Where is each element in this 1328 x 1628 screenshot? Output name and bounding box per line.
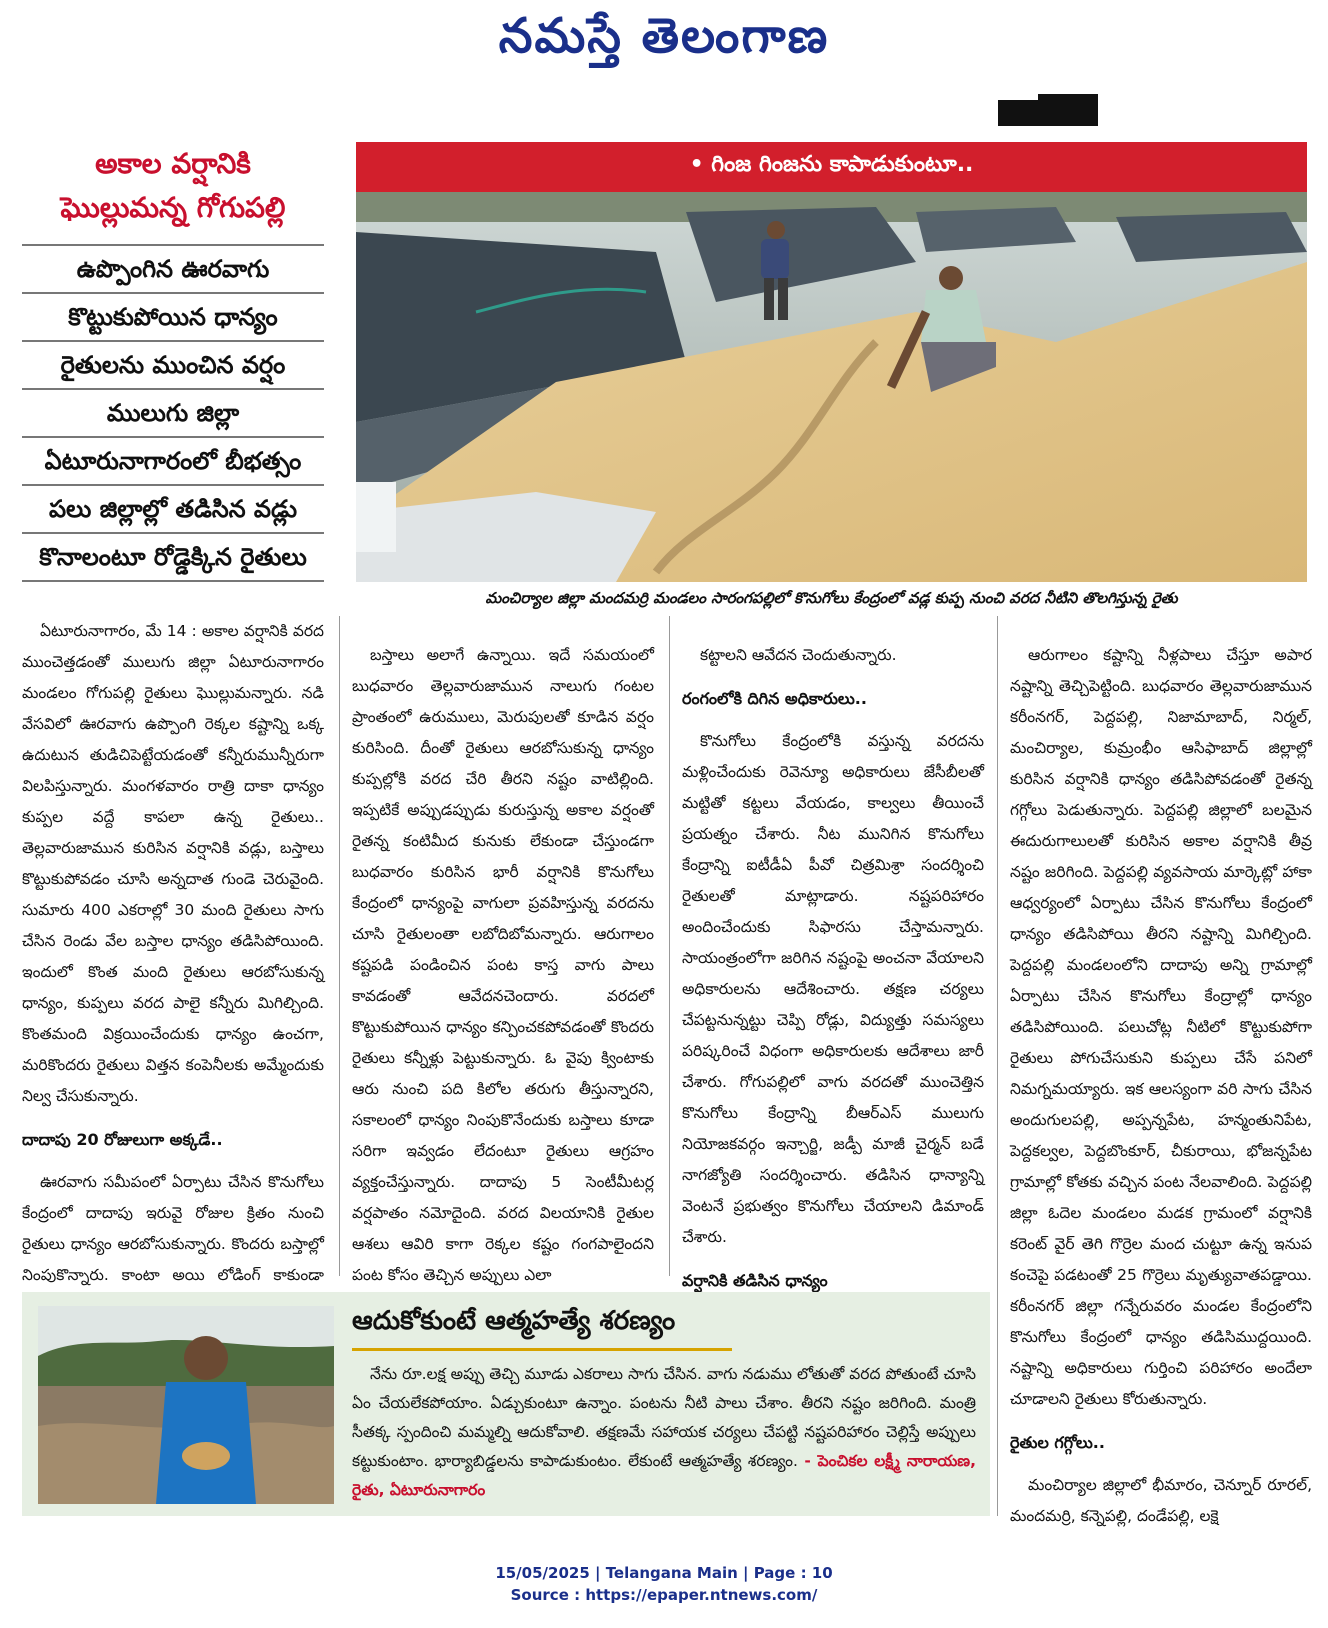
headline-line-1: అకాల వర్షానికి — [95, 147, 251, 180]
farmer-photo-illustration — [38, 1306, 334, 1504]
subhead-list — [22, 244, 324, 582]
article-paragraph: ఊరవాగు సమీపంలో ఏర్పాటు చేసిన కొనుగోలు కేంద్రంలో దాదాపు ఇరువై రోజుల క్రితం నుంచి రైతులు ధాన్యం ఆరబోసుకున్నారు. కొందరు బస్తాల్లో నింపుకొన్నారు. కాంటా అయి లోడింగ్ కాకుండా — [22, 1173, 324, 1284]
quote-attribution: - పెంచికల లక్ష్మీ నారాయణ, రైతు, ఏటూరునాగారం — [352, 1452, 976, 1499]
subhead: కొట్టుకుపోయిన ధాన్యం — [22, 292, 324, 340]
page-footer — [0, 1562, 1328, 1606]
article-paragraph: కట్టాలని ఆవేదన చెందుతున్నారు. — [700, 646, 897, 664]
subhead: ఉప్పొంగిన ఊరవాగు — [22, 244, 324, 292]
column-divider — [997, 616, 998, 1516]
subhead: రైతులను ముంచిన వర్షం — [22, 340, 324, 388]
column-divider — [669, 616, 670, 1276]
corner-mark-top — [1038, 94, 1098, 104]
photo-caption: మంచిర్యాల జిల్లా మందమర్రి మండలం సారంగపల్లిలో కొనుగోలు కేంద్రంలో వడ్ల కుప్ప నుంచి వరద నీటిని తొలగిస్తున్న రైతు — [485, 589, 1178, 607]
article-paragraph: ఆరుగాలం కష్టాన్ని నీళ్లపాలు చేస్తూ అపార నష్టాన్ని తెచ్చిపెట్టింది. బుధవారం తెల్లవారుజామున కరీంనగర్, పెద్దపల్లి, నిజామాబాద్, నిర్మల్, మంచిర్యాల, కుమ్రంభీం ఆసిఫాబాద్ జిల్లాల్లో కురిసిన వర్షానికి ధాన్యం తడిసిపోవడంతో రైతన్న గగ్గోలు పెడుతున్నారు. పెద్దపల్లి జిల్లాలో బలమైన ఈదురుగాలులతో కురిసిన అకాల వర్షానికి తీవ్ర నష్టం జరిగింది. పెద్దపల్లి వ్యవసాయ మార్కెట్లో హాకా ఆధ్వర్యంలో ఏర్పాటు చేసిన కొనుగోలు కేంద్రంలో ధాన్యం తడిసిపోయి తీరని నష్టాన్ని మిగిల్చింది. పెద్దపల్లి మండలంలోని దాదాపు అన్ని గ్రామాల్లో ఏర్పాటు చేసిన కొనుగోలు కేంద్రాల్లో ధాన్యం తడిసిపోయింది. పలుచోట్ల నీటిలో కొట్టుకుపోగా రైతులు పోగుచేసుకుని కుప్పలు చేసే పనిలో నిమగ్నమయ్యారు. ఇక ఆలస్యంగా వరి సాగు చేసిన అందుగులపల్లి, అప్పన్నపేట, హన్మంతునిపేట, పెద్దకల్వల, పెద్దబొంకూర్, చీకురాయి, భోజన్నపేట గ్రామాల్లో కోతకు వచ్చిన పంట నేలవాలింది. పెద్దపల్లి జిల్లా ఓదెల మండలం మడక గ్రామంలో వర్షానికి కరెంట్ వైర్ తెగి గొర్రెల మంద చుట్టూ ఉన్న ఇనుప కంచెపై పడటంతో 25 గొర్రెలు మృత్యువాతపడ్డాయి. కరీంనగర్ జిల్లా గన్నేరువరం మండల కేంద్రంలోని కొనుగోలు కేంద్రంలో ధాన్యం తడిసిముద్దయింది. నష్టాన్ని అధికారులు గుర్తించి పరిహారం అందేలా చూడాలని రైతులు కోరుతున్నారు. — [1010, 646, 1312, 1408]
article-paragraph: బస్తాలు అలాగే ఉన్నాయి. ఇదే సమయంలో బుధవారం తెల్లవారుజామున నాలుగు గంటల ప్రాంతంలో ఉరుములు, మెరుపులతో కూడిన వర్షం కురిసింది. దీంతో రైతులు ఆరబోసుకున్న ధాన్యం కుప్పల్లోకి వరద చేరి తీరని నష్టం వాటిల్లింది. ఇప్పటికే అప్పుడప్పుడు కురుస్తున్న అకాల వర్షంతో రైతన్న కంటిమీద కునుకు లేకుండా చేస్తుండగా బుధవారం కురిసిన భారీ వర్షానికి కొనుగోలు కేంద్రంలో ధాన్యంపై వాగులా ప్రవహిస్తున్న వరదను చూసి రైతులంతా లబోదిబోమన్నారు. ఆరుగాలం కష్టపడి పండించిన పంట కాస్త వాగు పాలు కావడంతో ఆవేదనచెందారు. వరదలో కొట్టుకుపోయిన ధాన్యం కన్పించకపోవడంతో కొందరు రైతులు కన్నీళ్లు పెట్టుకున్నారు. ఓ వైపు క్వింటాకు ఆరు నుంచి పది కిలోల తరుగు తీస్తున్నారని, సకాలంలో ధాన్యం నింపుకొనేందుకు బస్తాలు కూడా సరిగా ఇవ్వడం లేదంటూ రైతులు ఆగ్రహం వ్యక్తంచేస్తున్నారు. దాదాపు 5 సెంటీమీటర్ల వర్షపాతం నమోదైంది. వరద విలయానికి రైతుల ఆశలు ఆవిరి కాగా రెక్కల కష్టం గంగపాలైందని పంట కోసం తెచ్చిన అప్పులు ఎలా — [352, 646, 654, 1284]
subhead: ఏటూరునాగారంలో బీభత్సం — [22, 436, 324, 484]
article-column-4 — [1010, 640, 1312, 1525]
quote-text — [352, 1360, 976, 1505]
article-subheading: రంగంలోకి దిగిన అధికారులు.. — [682, 689, 867, 708]
quote-title: ఆదుకోకుంటే ఆత్మహత్యే శరణ్యం — [352, 1306, 732, 1351]
main-headline — [22, 142, 324, 230]
headline-line-2: ఘొల్లుమన్న గోగుపల్లి — [60, 191, 286, 224]
article-column-2 — [352, 640, 654, 1284]
article-subheading: దాదాపు 20 రోజులుగా అక్కడే.. — [22, 1130, 223, 1149]
article-paragraph: ఏటూరునాగారం, మే 14 : అకాల వర్షానికి వరద ముంచెత్తడంతో ములుగు జిల్లా ఏటూరునాగారం మండలం గోగుపల్లి రైతులు ఘొల్లుమన్నారు. నడి వేసవిలో ఊరవాగు ఉప్పొంగి రెక్కల కష్టాన్ని ఒక్క ఉదుటున తుడిచిపెట్టేయడంతో కన్నీరుమున్నీరుగా విలపిస్తున్నారు. మంగళవారం రాత్రి దాకా ధాన్యం కుప్పల వద్దే కాపలా ఉన్న రైతులు.. తెల్లవారుజామున కురిసిన వర్షానికి వడ్లు, బస్తాలు కొట్టుకుపోవడం చూసి అన్నదాత గుండె చెరువైంది. సుమారు 400 ఎకరాల్లో 30 మంది రైతులు సాగు చేసిన రెండు వేల బస్తాల ధాన్యం తడిసిపోయింది. ఇందులో కొంత మంది రైతులు ఆరబోసుకున్న ధాన్యం, కుప్పలు వరద పాలై కన్నీరు మిగిల్చింది. కొంతమంది విక్రయించేందుకు ధాన్యం ఉంచగా, మరికొందరు రైతులు విత్తన కంపెనీలకు అమ్మేందుకు నిల్వ చేసుకున్నారు. — [22, 622, 324, 1105]
article-subheading: వర్షానికి తడిసిన ధాన్యం — [682, 1271, 828, 1290]
article-subheading: రైతుల గగ్గోలు.. — [1010, 1433, 1105, 1452]
footer-date-edition: 15/05/2025 | Telangana Main | Page : 10 — [495, 1564, 833, 1582]
subhead: కొనాలంటూ రోడ్డెక్కిన రైతులు — [22, 532, 324, 582]
quote-body: నేను రూ.లక్ష అప్పు తెచ్చి మూడు ఎకరాలు సాగు చేసిన. వాగు నడుము లోతుతో వరద పోతుంటే చూసి ఏం చేయలేకపోయాం. ఏడ్చుకుంటూ ఉన్నాం. పంటను నీటి పాలు చేశాం. తీరని నష్టం జరిగింది. మంత్రి సీతక్క స్పందించి మమ్మల్ని ఆదుకోవాలి. తక్షణమే సహాయక చర్యలు చేపట్టి నష్టపరిహారం చెల్లిస్తే అప్పులు కట్టుకుంటాం. భార్యాబిడ్డలను కాపాడుకుంటం. లేకుంటే ఆత్మహత్యే శరణ్యం. — [352, 1365, 976, 1470]
column-divider — [339, 616, 340, 1276]
news-photo — [356, 192, 1307, 582]
subhead: పలు జిల్లాల్లో తడిసిన వడ్లు — [22, 484, 324, 532]
article-column-1 — [22, 616, 324, 1284]
subhead: ములుగు జిల్లా — [22, 388, 324, 436]
photo-banner: • గింజ గింజను కాపాడుకుంటూ.. — [356, 142, 1307, 192]
photo-illustration — [356, 192, 1307, 582]
footer-source-link[interactable]: Source : https://epaper.ntnews.com/ — [510, 1586, 818, 1604]
article-column-3 — [682, 640, 984, 1290]
masthead-logo: నమస్తే తెలంగాణ — [498, 8, 830, 64]
article-paragraph: కొనుగోలు కేంద్రంలోకి వస్తున్న వరదను మళ్లించేందుకు రెవెన్యూ అధికారులు జేసీబీలతో మట్టితో కట్టలు వేయడం, కాల్వలు తీయించే ప్రయత్నం చేశారు. నీట మునిగిన కొనుగోలు కేంద్రాన్ని ఐటీడీఏ పీవో చిత్రమిశ్రా సందర్శించి రైతులతో మాట్లాడారు. నష్టపరిహారం అందించేందుకు సిఫారసు చేస్తామన్నారు. సాయంత్రంలోగా జరిగిన నష్టంపై అంచనా వేయాలని అధికారులను ఆదేశించారు. తక్షణ చర్యలు చేపట్టనున్నట్టు చెప్పి రోడ్లు, విద్యుత్తు సమస్యలు పరిష్కరించే విధంగా అధికారులకు ఆదేశాలు జారీ చేశారు. గోగుపల్లిలో వాగు వరదతో ముంచెత్తిన కొనుగోలు కేంద్రాన్ని బీఆర్ఎస్ ములుగు నియోజకవర్గం ఇన్చార్జి, జడ్పీ మాజీ చైర్మన్ బడే నాగజ్యోతి సందర్శించారు. తడిసిన ధాన్యాన్ని వెంటనే ప్రభుత్వం కొనుగోలు చేయాలని డిమాండ్ చేశారు. — [682, 732, 984, 1246]
article-paragraph: మంచిర్యాల జిల్లాలో భీమారం, చెన్నూర్ రూరల్, మందమర్రి, కన్నెపల్లి, దండేపల్లి, లక్షె — [1010, 1476, 1312, 1525]
farmer-photo — [38, 1306, 334, 1504]
